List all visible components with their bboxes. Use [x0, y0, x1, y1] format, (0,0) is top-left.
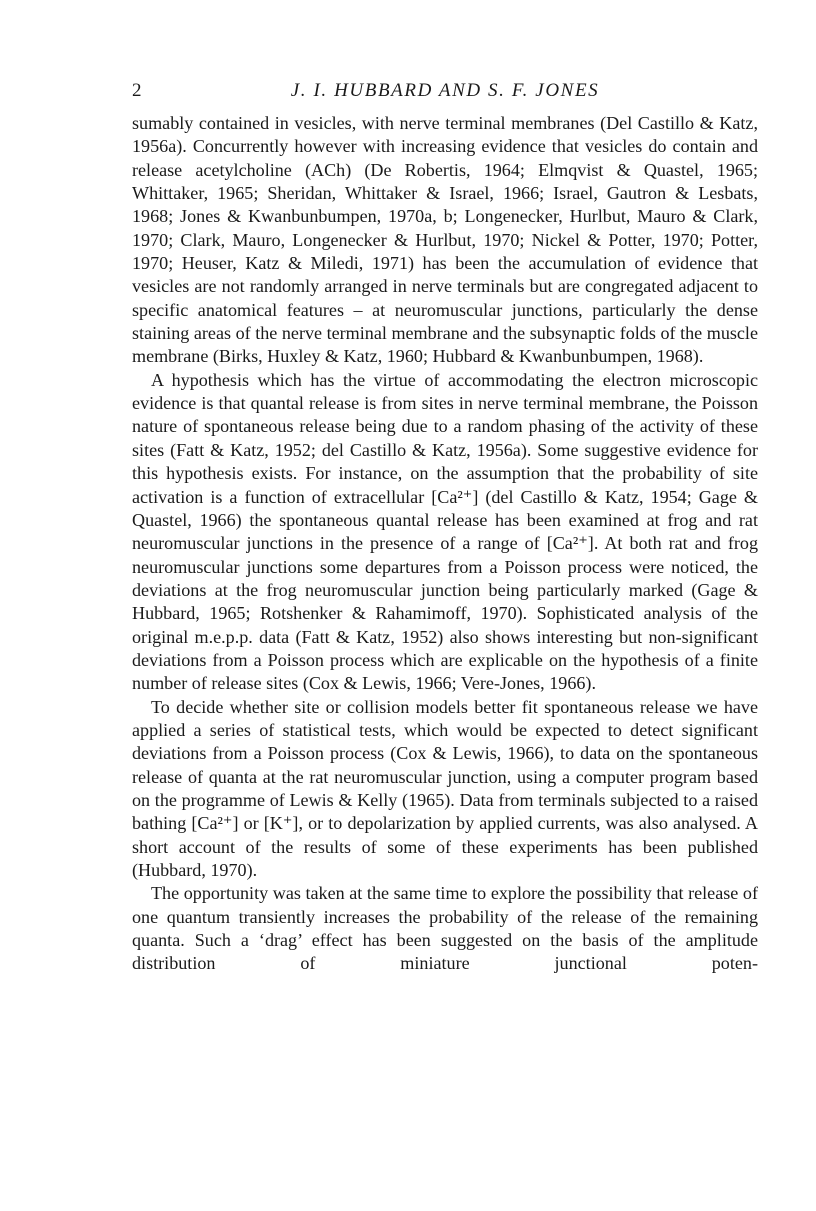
paragraph-continued: sumably contained in vesicles, with nerve terminal membranes (Del Castillo & Katz, 1956a). Concurrently however with increasing evidence that vesicles do contain and release acetylcholine (ACh) (De Robertis, 1964; Elmqvist & Quastel, 1965; Whittaker, 1965; Sheridan, Whittaker & Israel, 1966; Israel, Gautron & Lesbats, 1968; Jones & Kwanbunbumpen, 1970a, b; Longenecker, Hurlbut, Mauro & Clark, 1970; Clark, Mauro, Longenecker & Hurlbut, 1970; Nickel & Potter, 1970; Potter, 1970; Heuser, Katz & Miledi, 1971) has been the accumulation of evidence that vesicles are not randomly arranged in nerve terminals but are congregated adjacent to specific anatomical features – at neuromuscular junctions, particularly the dense staining areas of the nerve terminal membrane and the subsynaptic folds of the muscle membrane (Birks, Huxley & Katz, 1960; Hubbard & Kwanbunbumpen, 1968). — [132, 113, 758, 367]
journal-page — [132, 78, 758, 976]
running-header-authors: J. I. HUBBARD AND S. F. JONES — [290, 80, 600, 101]
article-body — [132, 112, 758, 976]
running-header — [132, 78, 758, 104]
paragraph: The opportunity was taken at the same time to explore the possibility that release of one quantum transiently increases the probability of the release of the remaining quanta. Such a ‘drag’ effect has been suggested on the basis of the amplitude distribution of miniature junctional poten- — [132, 883, 758, 974]
paragraph: A hypothesis which has the virtue of accommodating the electron microscopic evidence is that quantal release is from sites in nerve terminal membrane, the Poisson nature of spontaneous release being due to a random phasing of the activity of these sites (Fatt & Katz, 1952; del Castillo & Katz, 1956a). Some suggestive evidence for this hypothesis exists. For instance, on the assumption that the probability of site activation is a function of extracellular [Ca²⁺] (del Castillo & Katz, 1954; Gage & Quastel, 1966) the spontaneous quantal release has been examined at frog and rat neuromuscular junctions in the presence of a range of [Ca²⁺]. At both rat and frog neuromuscular junctions some departures from a Poisson process were noticed, the deviations at the frog neuromuscular junction being particularly marked (Gage & Hubbard, 1965; Rotshenker & Rahamimoff, 1970). Sophisticated analysis of the original m.e.p.p. data (Fatt & Katz, 1952) also shows interesting but non-significant deviations from a Poisson process which are explicable on the hypothesis of a finite number of release sites (Cox & Lewis, 1966; Vere-Jones, 1966). — [132, 369, 758, 694]
page-number: 2 — [132, 80, 142, 101]
paragraph: To decide whether site or collision models better fit spontaneous release we have applied a series of statistical tests, which would be expected to detect significant deviations from a Poisson process (Cox & Lewis, 1966), to data on the spontaneous release of quanta at the rat neuromuscular junction, using a computer program based on the programme of Lewis & Kelly (1965). Data from terminals subjected to a raised bathing [Ca²⁺] or [K⁺], or to depolarization by applied currents, was also analysed. A short account of the results of some of these experiments has been published (Hubbard, 1970). — [132, 696, 758, 880]
